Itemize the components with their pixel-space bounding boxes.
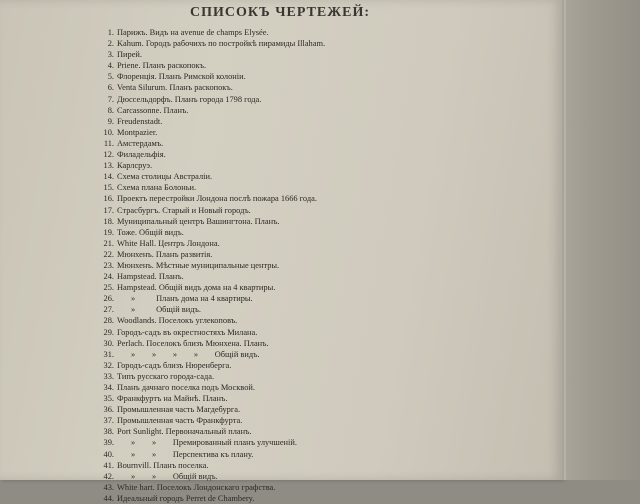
- item-text: Парижъ. Видъ на avenue de champs Elysée.: [117, 28, 269, 37]
- drawings-list: [92, 27, 325, 504]
- item-text: Страсбургъ. Старый и Новый городъ.: [117, 205, 251, 215]
- page-edge-line: [564, 0, 566, 480]
- item-number: 30.: [103, 338, 114, 348]
- item-number: 12.: [103, 150, 114, 160]
- item-text: Промышленная часть Франкфурта.: [117, 416, 243, 426]
- item-text: Промышленная часть Магдебурга.: [117, 405, 241, 415]
- list-item: [92, 82, 325, 93]
- item-number: 25.: [103, 283, 114, 293]
- item-number: 27.: [103, 305, 114, 315]
- item-number: 35.: [103, 394, 114, 404]
- list-item: [92, 138, 325, 149]
- item-text: Франкфуртъ на Майнѣ. Планъ.: [117, 394, 228, 404]
- item-number: 9.: [107, 116, 114, 126]
- list-item: [92, 60, 325, 71]
- list-item: [92, 393, 325, 404]
- list-item: [92, 360, 325, 371]
- list-item: [92, 282, 325, 293]
- item-number: 11.: [103, 138, 114, 148]
- item-text: Планъ дачнаго поселка подъ Москвой.: [117, 383, 255, 392]
- item-text: Муниципальный центръ Вашингтона. Планъ.: [117, 216, 280, 226]
- item-text: White hart. Поселокъ Лондонскаго графства.: [117, 482, 276, 492]
- item-number: 42.: [103, 471, 114, 481]
- list-item: [92, 415, 325, 426]
- list-item: [92, 293, 325, 304]
- list-item: [92, 426, 325, 437]
- list-item: [92, 437, 325, 448]
- page-edge-background: [562, 0, 640, 480]
- item-number: 19.: [103, 227, 114, 237]
- item-text: » » Премированный планъ улучшеній.: [131, 438, 297, 448]
- item-number: 2.: [107, 39, 114, 49]
- item-number: 13.: [103, 161, 114, 171]
- item-text: Kahum. Городъ рабочихъ по постройкѣ пирамиды Illaham.: [117, 39, 326, 49]
- item-text: » Планъ дома на 4 квартиры.: [131, 294, 253, 304]
- item-text: Схема плана Болоньи.: [117, 183, 197, 193]
- item-text: Мюнхенъ. Мѣстные муниципальные центры.: [117, 260, 280, 270]
- item-text: Hampstead. Общій видъ дома на 4 квартиры.: [117, 283, 276, 293]
- item-number: 28.: [103, 316, 114, 326]
- list-item: [92, 238, 325, 249]
- list-item: [92, 71, 325, 82]
- list-item: [92, 460, 325, 471]
- item-number: 4.: [107, 61, 114, 71]
- item-text: Woodlands. Поселокъ углекоповъ.: [117, 316, 238, 326]
- item-number: 1.: [107, 28, 114, 37]
- item-number: 40.: [103, 449, 114, 459]
- list-item: [92, 493, 325, 504]
- list-item: [92, 471, 325, 482]
- list-item: [92, 371, 325, 382]
- item-text: » » » » Общій видъ.: [131, 349, 260, 359]
- list-item: [92, 193, 325, 204]
- item-text: Идеальный городъ Perret de Chambery.: [117, 493, 255, 503]
- item-text: Port Sunlight. Первоначальный планъ.: [117, 427, 252, 437]
- item-text: Флоренція. Планъ Римской колоніи.: [117, 72, 246, 82]
- item-text: » » Общій видъ.: [131, 471, 218, 481]
- item-number: 33.: [103, 371, 114, 381]
- item-number: 6.: [107, 83, 114, 93]
- list-item: [92, 49, 325, 60]
- item-number: 14.: [103, 172, 114, 182]
- list-item: [92, 382, 325, 393]
- item-number: 31.: [103, 349, 114, 359]
- item-text: Карлсруэ.: [117, 161, 153, 171]
- list-item: [92, 349, 325, 360]
- list-item: [92, 171, 325, 182]
- item-text: Тоже. Общій видъ.: [117, 227, 184, 237]
- item-number: 7.: [107, 94, 114, 104]
- item-text: Городъ-садъ въ окрестностяхъ Милана.: [117, 327, 258, 337]
- list-item: [92, 27, 325, 38]
- item-text: Филадельфія.: [117, 150, 166, 160]
- list-item: [92, 105, 325, 116]
- list-item: [92, 449, 325, 460]
- item-number: 15.: [103, 183, 114, 193]
- list-item: [92, 182, 325, 193]
- item-text: Perlach. Поселокъ близъ Мюнхена. Планъ.: [117, 338, 269, 348]
- item-number: 21.: [103, 238, 114, 248]
- item-text: Freudenstadt.: [117, 116, 163, 126]
- item-text: Типъ русскаго города-сада.: [117, 371, 215, 381]
- item-text: Городъ-садъ близъ Нюренберга.: [117, 360, 232, 370]
- item-number: 34.: [103, 383, 114, 392]
- list-item: [92, 327, 325, 338]
- item-number: 10.: [103, 127, 114, 137]
- item-number: 38.: [103, 427, 114, 437]
- item-number: 5.: [107, 72, 114, 82]
- item-number: 22.: [103, 249, 114, 259]
- list-item: [92, 149, 325, 160]
- list-item: [92, 482, 325, 493]
- item-text: Hampstead. Планъ.: [117, 272, 184, 282]
- item-number: 44.: [103, 493, 114, 503]
- item-text: Carcassonne. Планъ.: [117, 105, 189, 115]
- item-number: 23.: [103, 260, 114, 270]
- list-item: [92, 260, 325, 271]
- list-item: [92, 127, 325, 138]
- item-text: Bournvill. Планъ поселка.: [117, 460, 209, 470]
- list-item: [92, 249, 325, 260]
- item-number: 8.: [107, 105, 114, 115]
- item-number: 17.: [103, 205, 114, 215]
- list-item: [92, 338, 325, 349]
- item-number: 39.: [103, 438, 114, 448]
- list-item: [92, 315, 325, 326]
- list-item: [92, 38, 325, 49]
- list-item: [92, 94, 325, 105]
- item-text: Мюнхенъ. Планъ развитія.: [117, 249, 213, 259]
- list-item: [92, 404, 325, 415]
- list-item: [92, 205, 325, 216]
- list-item: [92, 271, 325, 282]
- list-item: [92, 227, 325, 238]
- item-number: 37.: [103, 416, 114, 426]
- item-number: 26.: [103, 294, 114, 304]
- item-number: 29.: [103, 327, 114, 337]
- item-text: Priene. Планъ раскопокъ.: [117, 61, 207, 71]
- item-number: 32.: [103, 360, 114, 370]
- list-item: [92, 160, 325, 171]
- item-text: » Общій видъ.: [131, 305, 201, 315]
- item-number: 36.: [103, 405, 114, 415]
- item-text: White Hall. Центръ Лондона.: [117, 238, 220, 248]
- item-text: Дюссельдорфъ. Планъ города 1798 года.: [117, 94, 262, 104]
- page-title: СПИСОКЪ ЧЕРТЕЖЕЙ:: [190, 5, 370, 20]
- list-item: [92, 116, 325, 127]
- item-number: 18.: [103, 216, 114, 226]
- list-item: [92, 216, 325, 227]
- item-text: Схема столицы Австраліи.: [117, 172, 213, 182]
- item-text: » » Перспектива къ плану.: [131, 449, 254, 459]
- item-text: Venta Silurum. Планъ раскопокъ.: [117, 83, 233, 93]
- item-text: Проектъ перестройки Лондона послѣ пожара 1666 года.: [117, 194, 317, 204]
- list-item: [92, 304, 325, 315]
- item-number: 24.: [103, 272, 114, 282]
- item-text: Пирей.: [117, 50, 143, 60]
- item-number: 43.: [103, 482, 114, 492]
- item-text: Montpazier.: [117, 127, 158, 137]
- item-text: Амстердамъ.: [117, 138, 164, 148]
- item-number: 3.: [107, 50, 114, 60]
- item-number: 16.: [103, 194, 114, 204]
- item-number: 41.: [103, 460, 114, 470]
